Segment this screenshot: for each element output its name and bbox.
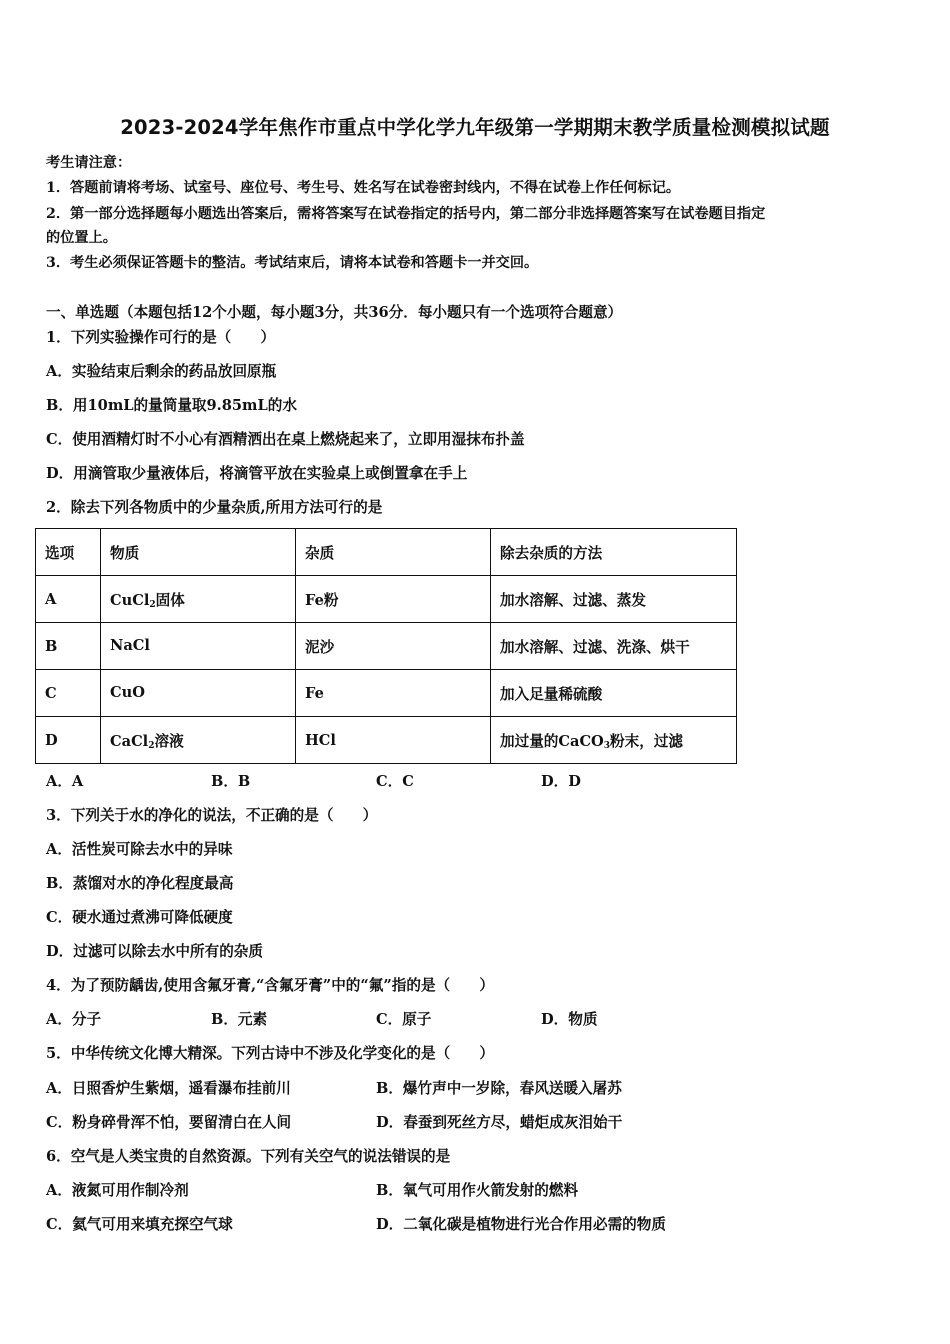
question-option: A．液氮可用作制冷剂 (46, 1182, 189, 1199)
question-option: D．二氧化碳是植物进行光合作用必需的物质 (376, 1216, 666, 1233)
table-cell-method: 加水溶解、过滤、蒸发 (491, 576, 737, 623)
table-cell-option: A (36, 576, 101, 623)
table-cell-impurity: 泥沙 (296, 623, 491, 670)
question-option: D．物质 (541, 1011, 598, 1028)
notice-item: 2．第一部分选择题每小题选出答案后，需将答案写在试卷指定的括号内，第二部分非选择题答案写在试卷题目指定 (46, 206, 766, 222)
table-cell-impurity: Fe (296, 670, 491, 717)
question-option: A．分子 (46, 1011, 102, 1028)
notice-heading: 考生请注意： (46, 155, 132, 171)
question-option: A．日照香炉生紫烟，遥看瀑布挂前川 (46, 1080, 291, 1097)
question-option: C．原子 (376, 1011, 432, 1028)
table-cell-option: D (36, 717, 101, 764)
table-header-cell: 除去杂质的方法 (491, 529, 737, 576)
answer-option: B．B (211, 773, 251, 790)
question-option: B．用10mL的量筒量取9.85mL的水 (46, 397, 297, 414)
table-cell-substance: CaCl$_2$溶液 (101, 717, 296, 764)
question-option: D．过滤可以除去水中所有的杂质 (46, 943, 263, 960)
answer-option: C．C (376, 773, 414, 790)
question-stem: 4．为了预防龋齿,使用含氟牙膏,“含氟牙膏”中的“氟”指的是（ ） (46, 977, 494, 994)
table-row (36, 670, 737, 717)
table-cell-method: 加过量的CaCO$_3$粉末，过滤 (491, 717, 737, 764)
table-cell-substance: CuCl$_2$固体 (101, 576, 296, 623)
table-cell-impurity: HCl (296, 717, 491, 764)
question-stem: 2．除去下列各物质中的少量杂质,所用方法可行的是 (46, 499, 383, 516)
notice-item: 1．答题前请将考场、试室号、座位号、考生号、姓名写在试卷密封线内，不得在试卷上作任何标记。 (46, 180, 681, 196)
question-option: A．活性炭可除去水中的异味 (46, 841, 233, 858)
table-cell-substance: CuO (101, 670, 296, 717)
question-option: C．使用酒精灯时不小心有酒精洒出在桌上燃烧起来了，立即用湿抹布扑盖 (46, 431, 525, 448)
answer-option: A．A (46, 773, 84, 790)
question-option: C．粉身碎骨浑不怕，要留清白在人间 (46, 1114, 292, 1131)
question-stem: 5．中华传统文化博大精深。下列古诗中不涉及化学变化的是（ ） (46, 1045, 494, 1062)
question-option: B．氧气可用作火箭发射的燃料 (376, 1182, 579, 1199)
table-header-cell: 杂质 (296, 529, 491, 576)
table-cell-impurity: Fe粉 (296, 576, 491, 623)
page-title: 2023-2024学年焦作市重点中学化学九年级第一学期期末教学质量检测模拟试题 (120, 116, 830, 139)
question-option: B．爆竹声中一岁除，春风送暖入屠苏 (376, 1080, 622, 1097)
answer-option: D．D (541, 773, 581, 790)
table-header-row (36, 529, 737, 576)
notice-item: 的位置上。 (46, 230, 117, 246)
question-stem: 6．空气是人类宝贵的自然资源。下列有关空气的说法错误的是 (46, 1148, 451, 1165)
table-cell-method: 加入足量稀硫酸 (491, 670, 737, 717)
question-option: C．硬水通过煮沸可降低硬度 (46, 909, 233, 926)
table-cell-option: C (36, 670, 101, 717)
table-cell-substance: NaCl (101, 623, 296, 670)
table-cell-method: 加水溶解、过滤、洗涤、烘干 (491, 623, 737, 670)
question-stem: 3．下列关于水的净化的说法，不正确的是（ ） (46, 807, 378, 824)
impurity-table (35, 528, 737, 764)
question-option: B．元素 (211, 1011, 268, 1028)
table-cell-option: B (36, 623, 101, 670)
table-row (36, 623, 737, 670)
table-row (36, 576, 737, 623)
table-header-cell: 选项 (36, 529, 101, 576)
table-header-cell: 物质 (101, 529, 296, 576)
question-option: C．氦气可用来填充探空气球 (46, 1216, 233, 1233)
question-stem: 1．下列实验操作可行的是（ ） (46, 329, 276, 346)
section-heading: 一、单选题（本题包括12个小题，每小题3分，共36分．每小题只有一个选项符合题意） (46, 304, 623, 321)
question-option: B．蒸馏对水的净化程度最高 (46, 875, 234, 892)
table-row (36, 717, 737, 764)
question-option: D．用滴管取少量液体后，将滴管平放在实验桌上或倒置拿在手上 (46, 465, 468, 482)
notice-item: 3．考生必须保证答题卡的整洁。考试结束后，请将本试卷和答题卡一并交回。 (46, 255, 539, 271)
question-option: A．实验结束后剩余的药品放回原瓶 (46, 363, 277, 380)
question-option: D．春蚕到死丝方尽，蜡炬成灰泪始干 (376, 1114, 623, 1131)
